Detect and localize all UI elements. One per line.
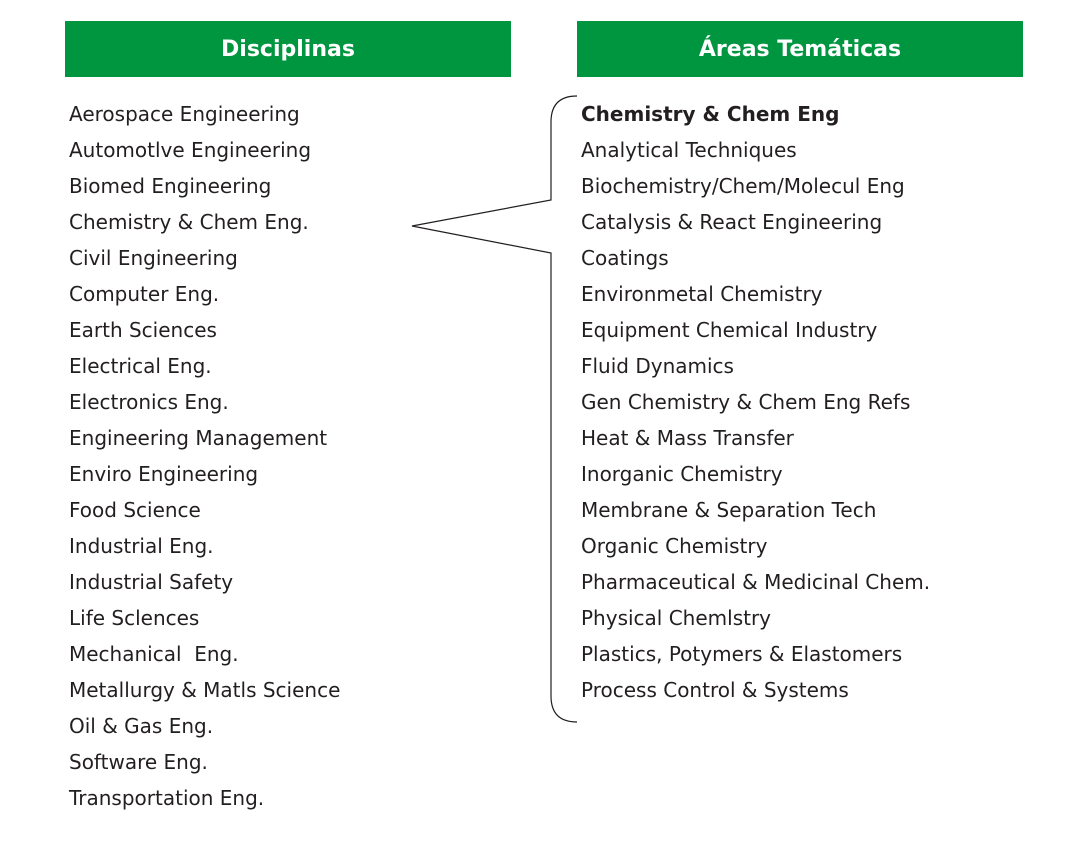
area-item[interactable]: Membrane & Separation Tech xyxy=(581,498,877,522)
disciplina-item[interactable]: Earth Sciences xyxy=(69,318,217,342)
disciplina-item[interactable]: Aerospace Engineering xyxy=(69,102,300,126)
disciplina-item[interactable]: Electrical Eng. xyxy=(69,354,212,378)
area-item[interactable]: Fluid Dynamics xyxy=(581,354,734,378)
disciplina-item[interactable]: Mechanical Eng. xyxy=(69,642,239,666)
area-item[interactable]: Heat & Mass Transfer xyxy=(581,426,794,450)
disciplina-item[interactable]: Transportation Eng. xyxy=(69,786,265,810)
area-item[interactable]: Inorganic Chemistry xyxy=(581,462,783,486)
area-item[interactable]: Gen Chemistry & Chem Eng Refs xyxy=(581,390,911,414)
area-item[interactable]: Organic Chemistry xyxy=(581,534,768,558)
disciplina-item[interactable]: Engineering Management xyxy=(69,426,328,450)
disciplina-item[interactable]: Electronics Eng. xyxy=(69,390,229,414)
areas-tematicas-title: Áreas Temáticas xyxy=(698,36,902,62)
disciplina-item[interactable]: Oil & Gas Eng. xyxy=(69,714,214,738)
disciplina-item[interactable]: Metallurgy & Matls Science xyxy=(69,678,341,702)
disciplina-item[interactable]: Industrial Safety xyxy=(69,570,234,594)
area-item[interactable]: Equipment Chemical Industry xyxy=(581,318,878,342)
areas-tematicas-list xyxy=(581,96,930,708)
callout-bracket-line xyxy=(412,96,577,722)
disciplina-item[interactable]: Biomed Engineering xyxy=(69,174,272,198)
area-item[interactable]: Analytical Techniques xyxy=(581,138,797,162)
area-item-active[interactable]: Chemistry & Chem Eng xyxy=(581,102,840,126)
disciplina-item[interactable]: Food Science xyxy=(69,498,201,522)
area-item[interactable]: Biochemistry/Chem/Molecul Eng xyxy=(581,174,905,198)
area-item[interactable]: Catalysis & React Engineering xyxy=(581,210,883,234)
area-item[interactable]: Plastics, Potymers & Elastomers xyxy=(581,642,903,666)
disciplinas-title: Disciplinas xyxy=(221,36,355,62)
disciplina-item[interactable]: Enviro Engineering xyxy=(69,462,259,486)
disciplina-item[interactable]: Life Sclences xyxy=(69,606,200,630)
disciplina-item[interactable]: Automotlve Engineering xyxy=(69,138,312,162)
area-item[interactable]: Pharmaceutical & Medicinal Chem. xyxy=(581,570,931,594)
area-item[interactable]: Environmetal Chemistry xyxy=(581,282,823,306)
disciplina-item[interactable]: Computer Eng. xyxy=(69,282,220,306)
area-item[interactable]: Process Control & Systems xyxy=(581,678,849,702)
area-item[interactable]: Physical Chemlstry xyxy=(581,606,772,630)
area-item[interactable]: Coatings xyxy=(581,246,669,270)
disciplina-item-selected[interactable]: Chemistry & Chem Eng. xyxy=(69,210,309,234)
disciplina-item[interactable]: Industrial Eng. xyxy=(69,534,214,558)
disciplina-item[interactable]: Civil Engineering xyxy=(69,246,238,270)
disciplina-item[interactable]: Software Eng. xyxy=(69,750,208,774)
